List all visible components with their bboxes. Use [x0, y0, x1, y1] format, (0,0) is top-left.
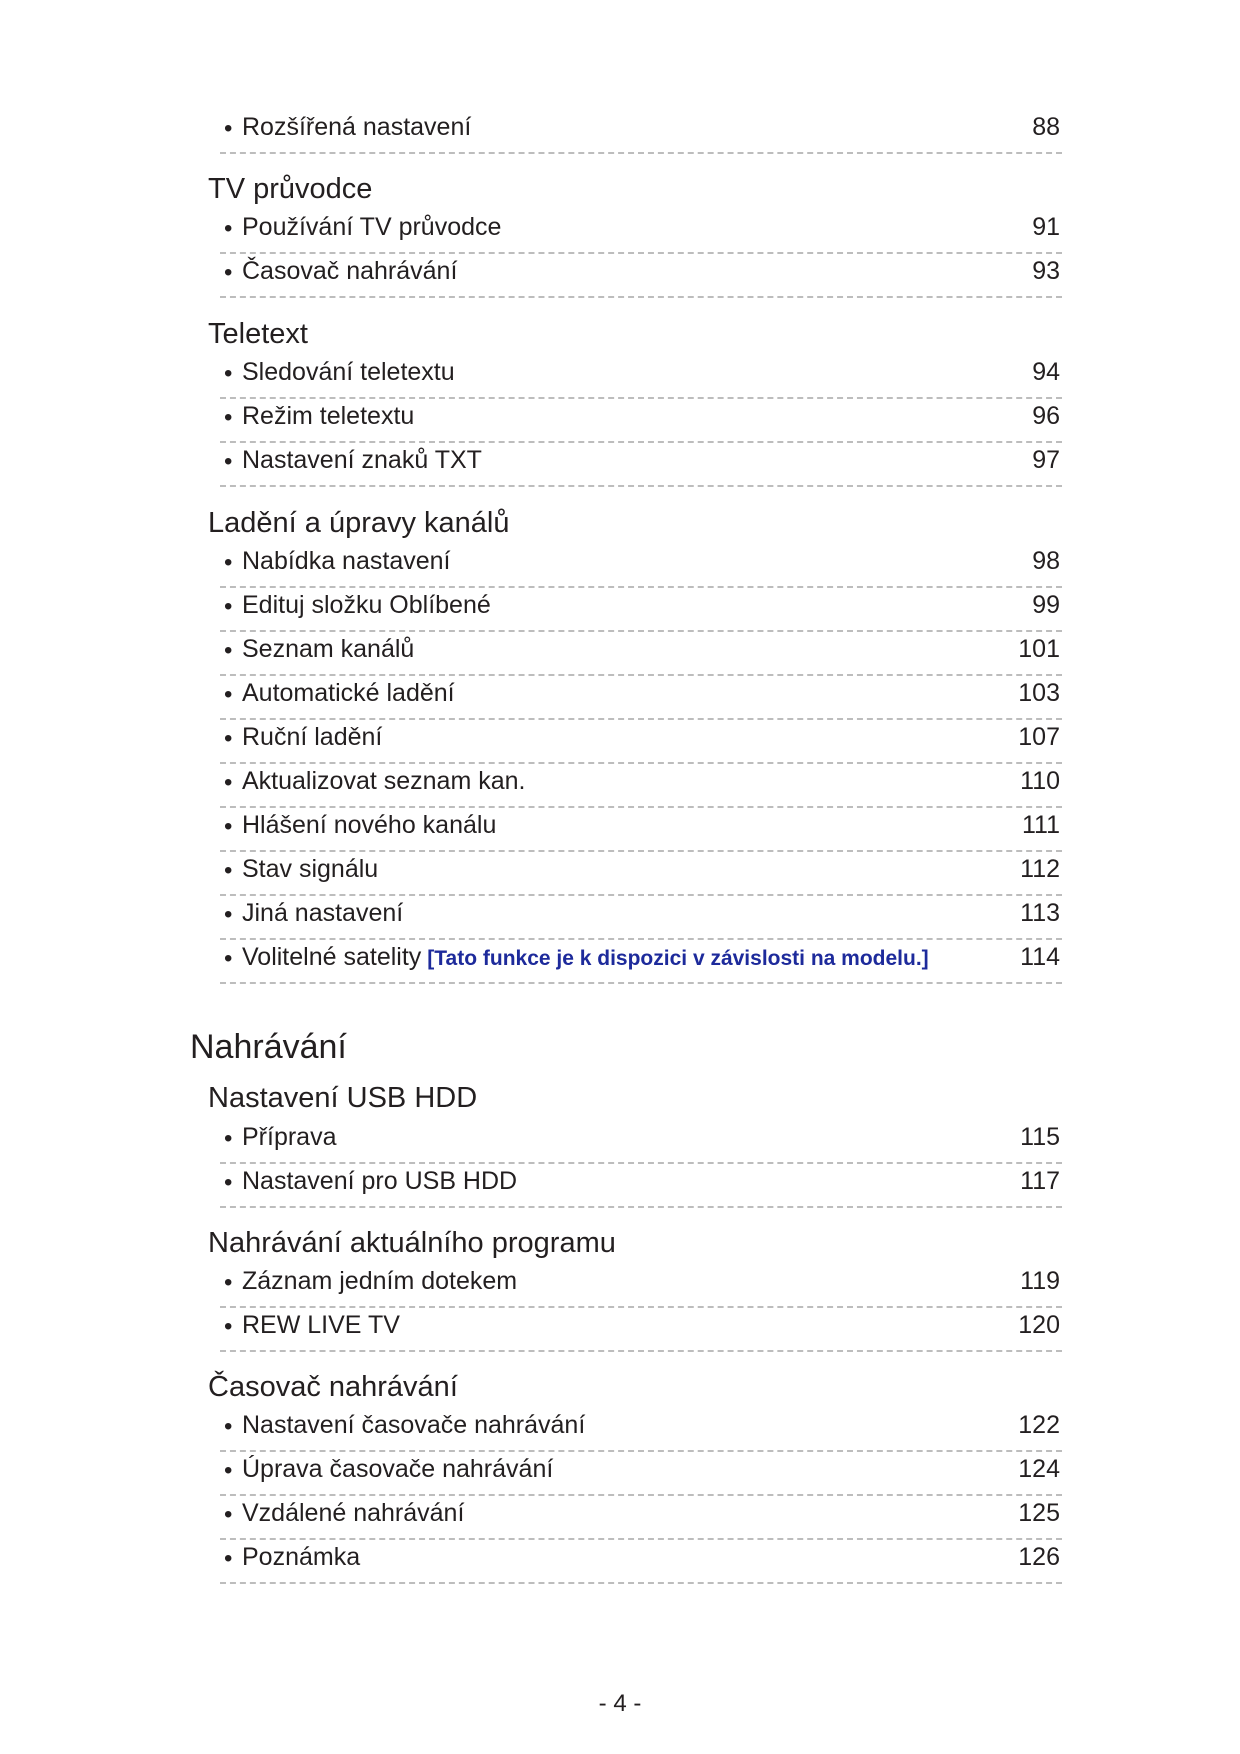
toc-entry-page: 98: [1032, 547, 1060, 575]
toc-entry-page: 91: [1032, 213, 1060, 241]
bullet: •: [224, 1413, 233, 1440]
bullet: •: [224, 1313, 233, 1340]
bullet: •: [224, 857, 233, 884]
toc-entry-page: 96: [1032, 402, 1060, 430]
toc-entry[interactable]: [220, 1452, 1062, 1496]
toc-entry-page: 111: [1021, 811, 1060, 839]
bullet: •: [224, 725, 233, 752]
toc-entry-label: Nastavení znaků TXT: [242, 446, 482, 474]
bullet: •: [224, 681, 233, 708]
toc-entry-label: Edituj složku Oblíbené: [242, 591, 491, 619]
toc-entry-page: 117: [1020, 1167, 1060, 1195]
toc-entry-label: Příprava: [242, 1123, 337, 1151]
toc-entry[interactable]: [220, 764, 1062, 808]
toc-entry-label: Časovač nahrávání: [242, 257, 458, 285]
bullet: •: [224, 945, 233, 972]
toc-entry-page: 114: [1020, 943, 1060, 971]
toc-entry[interactable]: [220, 1308, 1062, 1352]
bullet: •: [224, 901, 233, 928]
toc-entry[interactable]: [220, 544, 1062, 588]
toc-entry-page: 103: [1018, 679, 1060, 707]
toc-entry-label: Automatické ladění: [242, 679, 455, 707]
toc-entry-label: Poznámka: [242, 1543, 361, 1571]
toc-entry[interactable]: [220, 1496, 1062, 1540]
toc-entry-label: REW LIVE TV: [242, 1311, 400, 1339]
chapter-heading: Nahrávání: [190, 1028, 347, 1066]
toc-entry-page: 99: [1032, 591, 1060, 619]
toc-entry-page: 124: [1018, 1455, 1060, 1483]
toc-entry[interactable]: [220, 1120, 1062, 1164]
toc-entry[interactable]: [220, 720, 1062, 764]
toc-entry-label: Rozšířená nastavení: [242, 113, 472, 141]
toc-entry-page: 122: [1018, 1411, 1060, 1439]
toc-entry[interactable]: [220, 1540, 1062, 1584]
toc-entry-label: Nastavení časovače nahrávání: [242, 1411, 586, 1439]
toc-entry-label: Vzdálené nahrávání: [242, 1499, 465, 1527]
toc-entry-label: Režim teletextu: [242, 402, 415, 430]
toc-entry[interactable]: [220, 852, 1062, 896]
bullet: •: [224, 593, 233, 620]
toc-entry-page: 94: [1032, 358, 1060, 386]
toc-entry-page: 88: [1032, 113, 1060, 141]
toc-entry-page: 93: [1032, 257, 1060, 285]
section-heading: Ladění a úpravy kanálů: [208, 507, 510, 539]
toc-entry[interactable]: [220, 808, 1062, 852]
bullet: •: [224, 1545, 233, 1572]
toc-entry-label-with-note: [242, 943, 929, 972]
toc-entry[interactable]: [220, 355, 1062, 399]
toc-entry-label: Úprava časovače nahrávání: [242, 1455, 554, 1483]
section-heading: TV průvodce: [208, 173, 373, 205]
bullet: •: [224, 813, 233, 840]
toc-entry-label: Sledování teletextu: [242, 358, 455, 386]
toc-entry[interactable]: [220, 896, 1062, 940]
toc-entry-label: Jiná nastavení: [242, 899, 404, 927]
bullet: •: [224, 259, 233, 286]
toc-entry[interactable]: [220, 1164, 1062, 1208]
model-availability-note: [Tato funkce je k dispozici v závislosti na modelu.]: [427, 947, 929, 970]
toc-entry[interactable]: [220, 110, 1062, 154]
toc-entry-label: Hlášení nového kanálu: [242, 811, 497, 839]
section-heading: Nastavení USB HDD: [208, 1082, 478, 1114]
toc-entry-label: Nabídka nastavení: [242, 547, 451, 575]
bullet: •: [224, 637, 233, 664]
bullet: •: [224, 1501, 233, 1528]
toc-entry[interactable]: [220, 632, 1062, 676]
toc-entry-page: 119: [1020, 1267, 1060, 1295]
toc-entry-page: 110: [1020, 767, 1060, 795]
section-heading: Nahrávání aktuálního programu: [208, 1227, 616, 1259]
toc-entry-label: Volitelné satelity: [242, 943, 422, 971]
toc-entry[interactable]: [220, 1408, 1062, 1452]
toc-entry[interactable]: [220, 588, 1062, 632]
section-heading: Časovač nahrávání: [208, 1371, 458, 1403]
bullet: •: [224, 769, 233, 796]
toc-entry-page: 107: [1018, 723, 1060, 751]
toc-entry[interactable]: [220, 210, 1062, 254]
bullet: •: [224, 215, 233, 242]
toc-entry-page: 120: [1018, 1311, 1060, 1339]
bullet: •: [224, 1457, 233, 1484]
toc-entry-label: Ruční ladění: [242, 723, 383, 751]
toc-entry-page: 126: [1018, 1543, 1060, 1571]
toc-entry-page: 125: [1018, 1499, 1060, 1527]
toc-entry-page: 113: [1020, 899, 1060, 927]
page-number: - 4 -: [598, 1690, 642, 1717]
toc-entry-label: Seznam kanálů: [242, 635, 415, 663]
bullet: •: [224, 404, 233, 431]
toc-entry[interactable]: [220, 443, 1062, 487]
toc-entry-page: 97: [1032, 446, 1060, 474]
bullet: •: [224, 1169, 233, 1196]
toc-entry[interactable]: [220, 254, 1062, 298]
toc-entry-label: Aktualizovat seznam kan.: [242, 767, 526, 795]
toc-entry-label: Záznam jedním dotekem: [242, 1267, 518, 1295]
toc-entry[interactable]: [220, 1264, 1062, 1308]
toc-entry-label: Nastavení pro USB HDD: [242, 1167, 518, 1195]
toc-entry-label: Používání TV průvodce: [242, 213, 502, 241]
bullet: •: [224, 360, 233, 387]
toc-entry[interactable]: [220, 399, 1062, 443]
section-heading: Teletext: [208, 318, 308, 350]
toc-entry-page: 112: [1020, 855, 1060, 883]
bullet: •: [224, 1125, 233, 1152]
bullet: •: [224, 115, 233, 142]
toc-entry[interactable]: [220, 940, 1062, 984]
bullet: •: [224, 448, 233, 475]
bullet: •: [224, 549, 233, 576]
toc-entry-label: Stav signálu: [242, 855, 379, 883]
bullet: •: [224, 1269, 233, 1296]
toc-entry-page: 101: [1018, 635, 1060, 663]
toc-entry-page: 115: [1020, 1123, 1060, 1151]
toc-entry[interactable]: [220, 676, 1062, 720]
